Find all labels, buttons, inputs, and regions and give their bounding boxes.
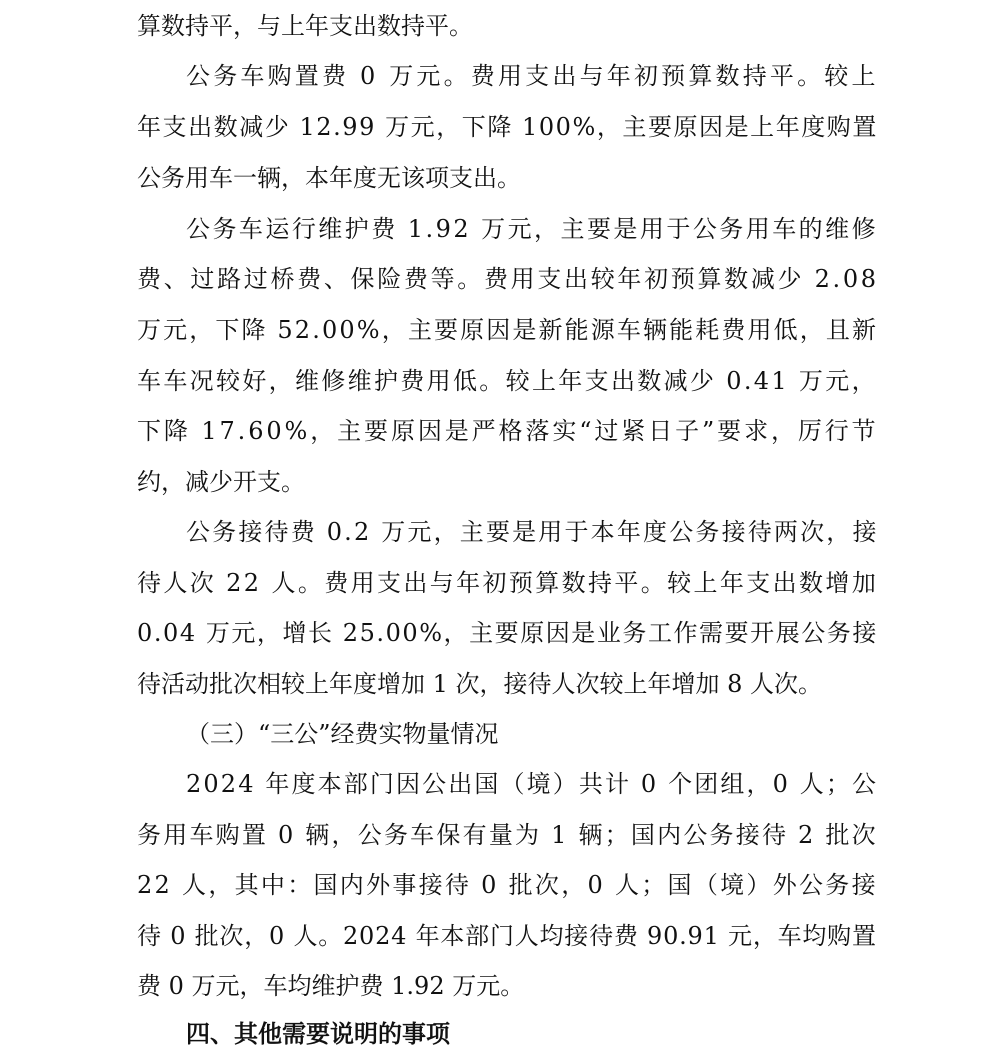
paragraph-line: 费 0 万元，车均维护费 1.92 万元。 bbox=[137, 972, 525, 1000]
paragraph-line: 公务接待费 0.2 万元，主要是用于本年度公务接待两次，接 bbox=[186, 518, 879, 546]
paragraph-line: 务用车购置 0 辆，公务车保有量为 1 辆；国内公务接待 2 批次 bbox=[137, 821, 878, 849]
paragraph-line: 费、过路过桥费、保险费等。费用支出较年初预算数减少 2.08 bbox=[137, 265, 879, 293]
part-heading: 四、其他需要说明的事项 bbox=[186, 1020, 450, 1048]
paragraph-line: 2024 年度本部门因公出国（境）共计 0 个团组，0 人；公 bbox=[186, 770, 879, 798]
paragraph-line: 车车况较好，维修维护费用低。较上年支出数减少 0.41 万元， bbox=[137, 367, 878, 395]
paragraph-line: 公务车购置费 0 万元。费用支出与年初预算数持平。较上 bbox=[186, 62, 879, 90]
paragraph-line: 待人次 22 人。费用支出与年初预算数持平。较上年支出数增加 bbox=[137, 569, 879, 597]
paragraph-line: 约，减少开支。 bbox=[137, 468, 305, 496]
section-heading: （三）“三公”经费实物量情况 bbox=[186, 720, 499, 748]
paragraph-line: 万元，下降 52.00%，主要原因是新能源车辆能耗费用低，且新 bbox=[137, 316, 879, 344]
paragraph-line: 公务车运行维护费 1.92 万元，主要是用于公务用车的维修 bbox=[186, 215, 879, 243]
paragraph-line: 22 人，其中：国内外事接待 0 批次，0 人；国（境）外公务接 bbox=[137, 871, 878, 899]
paragraph-line: 待 0 批次，0 人。2024 年本部门人均接待费 90.91 元，车均购置 bbox=[137, 922, 877, 950]
paragraph-line: 下降 17.60%，主要原因是严格落实“过紧日子”要求，厉行节 bbox=[137, 417, 879, 445]
paragraph-line: 公务用车一辆，本年度无该项支出。 bbox=[137, 164, 521, 192]
paragraph-line: 待活动批次相较上年度增加 1 次，接待人次较上年增加 8 人次。 bbox=[137, 670, 823, 698]
paragraph-line: 年支出数减少 12.99 万元，下降 100%，主要原因是上年度购置 bbox=[137, 113, 878, 141]
paragraph-line: 0.04 万元，增长 25.00%，主要原因是业务工作需要开展公务接 bbox=[137, 619, 878, 647]
paragraph-line: 算数持平，与上年支出数持平。 bbox=[137, 12, 473, 40]
